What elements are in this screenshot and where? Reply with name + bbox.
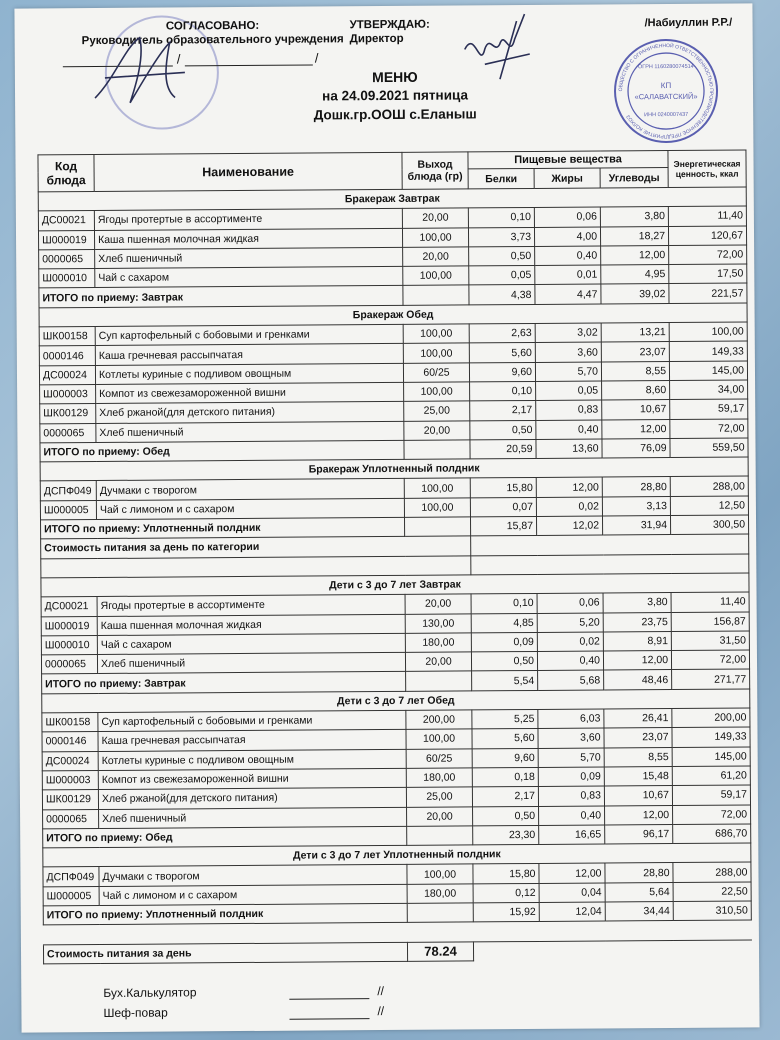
dish-fat: 3,02 — [535, 323, 601, 343]
total-fat: 16,65 — [539, 825, 605, 845]
dish-yield: 180,00 — [405, 633, 471, 653]
dish-carbs: 28,80 — [602, 477, 670, 497]
dish-carbs: 8,55 — [601, 361, 669, 381]
total-label: ИТОГО по приему: Уплотненный полдник — [43, 903, 407, 925]
dish-yield: 100,00 — [404, 478, 470, 498]
organization-stamp-icon — [613, 38, 720, 145]
total-label: ИТОГО по приему: Обед — [40, 440, 404, 462]
dish-name: Каша пшенная молочная жидкая — [94, 228, 402, 249]
dish-yield: 180,00 — [406, 768, 472, 788]
dish-carbs: 8,55 — [604, 747, 672, 767]
dish-name: Каша пшенная молочная жидкая — [97, 614, 405, 635]
total-carbs: 31,94 — [602, 516, 670, 536]
dish-code: 0000065 — [40, 423, 96, 443]
dish-fat: 12,00 — [539, 863, 605, 883]
dish-code: ШК00129 — [40, 404, 96, 424]
stamp-ring-text: ОБЩЕСТВО С ОГРАНИЧЕННОЙ ОТВЕТСТВЕННОСТЬЮ ПРОИЗВОДСТВЕННОЕ ПРЕДПРИЯТИЕ КОЛХОЗ — [617, 43, 715, 140]
dish-yield: 180,00 — [407, 884, 473, 904]
total-carbs: 39,02 — [601, 284, 669, 304]
stamp-name: «САЛАВАТСКИЙ» — [634, 91, 698, 102]
chef-slashes: // — [377, 1004, 385, 1019]
dish-energy: 72,00 — [673, 804, 751, 824]
dish-fat: 4,00 — [534, 227, 600, 247]
dish-carbs: 23,07 — [604, 728, 672, 748]
dish-carbs: 4,95 — [601, 265, 669, 285]
dish-name: Котлеты куриные с подливом овощным — [95, 363, 403, 384]
approved-role: Руководитель образовательного учреждения — [81, 33, 344, 48]
total-carbs: 34,44 — [605, 901, 673, 921]
dish-code: Ш000003 — [40, 385, 96, 405]
dish-energy: 11,40 — [668, 206, 746, 226]
dish-yield: 100,00 — [404, 498, 470, 518]
stamp-kp: КП — [660, 81, 672, 91]
dish-carbs: 3,13 — [602, 496, 670, 516]
dish-fat: 0,83 — [538, 786, 604, 806]
dish-energy: 120,67 — [669, 226, 747, 246]
total-fat: 4,47 — [535, 284, 601, 304]
col-fat: Жиры — [534, 168, 600, 188]
total-fat: 5,68 — [538, 670, 604, 690]
dish-name: Хлеб ржаной(для детского питания) — [98, 788, 406, 809]
approval-signature-icon — [85, 17, 196, 123]
dish-energy: 59,17 — [670, 399, 748, 419]
dish-yield: 60/25 — [403, 363, 469, 383]
total-protein: 5,54 — [472, 671, 538, 691]
menu-table-body — [38, 187, 751, 964]
dish-protein: 15,80 — [470, 478, 536, 498]
dish-fat: 0,40 — [537, 651, 603, 671]
dish-name: Суп картофельный с бобовыми и гренками — [98, 710, 406, 731]
cost-day-empty — [473, 940, 751, 961]
menu-document — [14, 3, 759, 1032]
total-fat: 13,60 — [536, 439, 602, 459]
dish-carbs: 12,00 — [601, 245, 669, 265]
dish-protein: 0,10 — [471, 594, 537, 614]
dish-fat: 5,70 — [535, 362, 601, 382]
dish-energy: 149,33 — [672, 727, 750, 747]
dish-energy: 156,87 — [671, 612, 749, 632]
dish-protein: 3,73 — [468, 227, 534, 247]
total-fat: 12,02 — [536, 516, 602, 536]
dish-yield: 25,00 — [404, 401, 470, 421]
dish-yield: 100,00 — [403, 324, 469, 344]
dish-carbs: 12,00 — [605, 805, 673, 825]
director-name: /Набиуллин Р.Р./ — [644, 16, 733, 30]
dish-yield: 100,00 — [402, 228, 468, 248]
dish-yield: 200,00 — [406, 710, 472, 730]
confirm-title: УТВЕРЖДАЮ: — [349, 18, 430, 32]
dish-energy: 145,00 — [672, 747, 750, 767]
dish-energy: 288,00 — [670, 476, 748, 496]
total-label: ИТОГО по приему: Завтрак — [42, 672, 406, 694]
stamp-ogrn: ОГРН 1160280074514 — [637, 63, 694, 71]
dish-protein: 0,10 — [468, 208, 534, 228]
dish-name: Компот из свежезамороженной вишни — [98, 768, 406, 789]
dish-yield: 100,00 — [403, 343, 469, 363]
dish-yield: 20,00 — [407, 806, 473, 826]
dish-fat: 6,03 — [538, 709, 604, 729]
dish-name: Каша гречневая рассыпчатая — [98, 730, 406, 751]
total-energy: 300,50 — [671, 515, 749, 535]
chef-label: Шеф-повар — [103, 1005, 168, 1020]
cost-day-value: 78.24 — [407, 941, 473, 961]
dish-yield: 100,00 — [404, 382, 470, 402]
dish-code: ДС00024 — [39, 365, 95, 385]
dish-yield: 20,00 — [403, 247, 469, 267]
dish-fat: 0,02 — [537, 632, 603, 652]
dish-carbs: 3,80 — [600, 207, 668, 227]
dish-fat: 0,02 — [536, 497, 602, 517]
dish-code: Ш000010 — [41, 635, 97, 655]
approval-slash: / — [176, 51, 181, 67]
dish-protein: 0,10 — [470, 381, 536, 401]
total-energy: 686,70 — [673, 824, 751, 844]
total-label: ИТОГО по приему: Обед — [43, 826, 407, 848]
dish-name: Каша гречневая рассыпчатая — [95, 344, 403, 365]
total-energy: 310,50 — [673, 901, 751, 921]
dish-code: ДСПФ049 — [43, 867, 99, 887]
dish-name: Хлеб пшеничный — [95, 247, 403, 268]
dish-carbs: 12,00 — [603, 651, 671, 671]
dish-fat: 5,20 — [537, 613, 603, 633]
dish-code: ДС00021 — [41, 597, 97, 617]
dish-fat: 3,60 — [538, 728, 604, 748]
dish-energy: 17,50 — [669, 264, 747, 284]
total-carbs: 76,09 — [602, 438, 670, 458]
total-protein: 23,30 — [473, 825, 539, 845]
cost-category-label: Стоимость питания за день по категории — [41, 536, 471, 558]
total-yield — [404, 517, 470, 537]
dish-carbs: 8,60 — [602, 380, 670, 400]
dish-code: Ш000019 — [41, 616, 97, 636]
dish-fat: 0,04 — [539, 883, 605, 903]
dish-protein: 5,25 — [472, 709, 538, 729]
dish-protein: 2,17 — [470, 401, 536, 421]
dish-protein: 15,80 — [473, 864, 539, 884]
dish-code: ШК00158 — [39, 327, 95, 347]
dish-name: Хлеб пшеничный — [99, 807, 407, 828]
dish-energy: 34,00 — [670, 380, 748, 400]
col-nutrients: Пищевые вещества — [468, 151, 668, 170]
total-protein: 4,38 — [469, 285, 535, 305]
col-energy: Энергетическая ценность, ккал — [668, 150, 746, 188]
dish-name: Хлеб пшеничный — [97, 652, 405, 673]
dish-energy: 200,00 — [672, 708, 750, 728]
section-title: Бракераж Обед — [39, 303, 747, 327]
dish-protein: 0,12 — [473, 883, 539, 903]
dish-protein: 0,07 — [470, 497, 536, 517]
dish-yield: 100,00 — [406, 729, 472, 749]
dish-protein: 0,50 — [469, 246, 535, 266]
dish-name: Хлеб ржаной(для детского питания) — [96, 402, 404, 423]
dish-code: Ш000005 — [40, 500, 96, 520]
cost-day-label: Стоимость питания за день — [43, 942, 407, 964]
chef-signature-line — [289, 1018, 369, 1020]
dish-name: Котлеты куриные с подливом овощным — [98, 749, 406, 770]
dish-code: ДС00024 — [42, 751, 98, 771]
dish-code: 0000146 — [39, 346, 95, 366]
total-carbs: 48,46 — [604, 670, 672, 690]
dish-energy: 72,00 — [669, 245, 747, 265]
cost-day-row — [43, 940, 751, 964]
dish-fat: 0,01 — [535, 265, 601, 285]
dish-name: Дучмаки с творогом — [96, 479, 404, 500]
dish-energy: 12,50 — [670, 496, 748, 516]
dish-energy: 72,00 — [670, 419, 748, 439]
dish-carbs: 23,07 — [601, 342, 669, 362]
total-yield — [403, 285, 469, 305]
col-name: Наименование — [94, 152, 402, 191]
menu-title-block — [215, 67, 575, 126]
total-protein: 15,87 — [470, 517, 536, 537]
dish-name: Компот из свежезамороженной вишни — [96, 382, 404, 403]
dish-code: Ш000010 — [39, 269, 95, 289]
dish-carbs: 28,80 — [605, 863, 673, 883]
dish-protein: 5,60 — [472, 729, 538, 749]
dish-carbs: 26,41 — [604, 709, 672, 729]
total-yield — [404, 440, 470, 460]
total-energy: 559,50 — [670, 438, 748, 458]
dish-fat: 0,40 — [539, 805, 605, 825]
total-fat: 12,04 — [539, 902, 605, 922]
dish-energy: 59,17 — [672, 785, 750, 805]
dish-yield: 25,00 — [406, 787, 472, 807]
dish-fat: 5,70 — [538, 748, 604, 768]
approved-title: СОГЛАСОВАНО: — [165, 19, 260, 33]
approval-name-line — [185, 65, 313, 67]
dish-protein: 0,05 — [469, 266, 535, 286]
dish-code: 0000146 — [42, 732, 98, 752]
dish-yield: 20,00 — [405, 652, 471, 672]
dish-code: 0000065 — [39, 249, 95, 269]
section-title: Бракераж Уплотненный полдник — [40, 457, 748, 481]
dish-code: ШК00158 — [42, 713, 98, 733]
menu-group: Дошк.гр.ООШ с.Еланыш — [313, 106, 477, 123]
dish-fat: 0,06 — [534, 207, 600, 227]
blank-cell — [471, 554, 749, 575]
dish-protein: 0,50 — [471, 652, 537, 672]
dish-protein: 0,50 — [473, 806, 539, 826]
dish-fat: 0,83 — [536, 400, 602, 420]
dish-yield: 100,00 — [407, 864, 473, 884]
dish-name: Дучмаки с творогом — [99, 865, 407, 886]
section-title: Дети с 3 до 7 лет Обед — [42, 689, 750, 713]
dish-yield: 20,00 — [404, 420, 470, 440]
stamp-inn: ИНН 0240007437 — [644, 111, 689, 119]
col-code: Код блюда — [38, 155, 94, 192]
dish-yield: 130,00 — [405, 613, 471, 633]
accountant-label: Бух.Калькулятор — [103, 985, 197, 1000]
dish-carbs: 18,27 — [600, 226, 668, 246]
dish-code: ШК00129 — [42, 790, 98, 810]
approval-slash-end: / — [314, 50, 319, 66]
total-protein: 20,59 — [470, 439, 536, 459]
dish-carbs: 3,80 — [603, 593, 671, 613]
dish-carbs: 5,64 — [605, 882, 673, 902]
col-carbs: Углеводы — [600, 168, 668, 188]
section-title: Дети с 3 до 7 лет Завтрак — [41, 573, 749, 597]
section-title: Бракераж Завтрак — [38, 187, 746, 211]
menu-table — [37, 149, 752, 964]
dish-code: 0000065 — [41, 655, 97, 675]
total-yield — [407, 826, 473, 846]
dish-fat: 3,60 — [535, 342, 601, 362]
total-yield — [406, 671, 472, 691]
dish-carbs: 23,75 — [603, 612, 671, 632]
dish-protein: 2,63 — [469, 324, 535, 344]
dish-name: Чай с сахаром — [97, 633, 405, 654]
dish-yield: 60/25 — [406, 749, 472, 769]
dish-energy: 11,40 — [671, 592, 749, 612]
col-yield: Выход блюда (гр) — [402, 152, 468, 189]
dish-carbs: 15,48 — [604, 766, 672, 786]
menu-date: на 24.09.2021 пятница — [322, 87, 469, 104]
dish-carbs: 10,67 — [604, 786, 672, 806]
dish-fat: 0,05 — [536, 381, 602, 401]
total-label: ИТОГО по приему: Уплотненный полдник — [41, 517, 405, 539]
total-carbs: 96,17 — [605, 824, 673, 844]
dish-energy: 149,33 — [669, 341, 747, 361]
dish-name: Ягоды протертые в ассортименте — [94, 209, 402, 230]
dish-code: ДСПФ049 — [40, 481, 96, 501]
dish-code: Ш000003 — [42, 770, 98, 790]
dish-carbs: 12,00 — [602, 419, 670, 439]
section-title: Дети с 3 до 7 лет Уплотненный полдник — [43, 843, 751, 867]
dish-code: Ш000005 — [43, 886, 99, 906]
dish-energy: 61,20 — [672, 766, 750, 786]
dish-name: Суп картофельный с бобовыми и гренками — [95, 324, 403, 345]
dish-yield: 20,00 — [402, 208, 468, 228]
total-yield — [407, 903, 473, 923]
dish-energy: 288,00 — [673, 862, 751, 882]
dish-name: Ягоды протертые в ассортименте — [97, 595, 405, 616]
dish-energy: 100,00 — [669, 322, 747, 342]
dish-fat: 0,06 — [537, 593, 603, 613]
dish-energy: 145,00 — [669, 361, 747, 381]
dish-fat: 0,40 — [535, 246, 601, 266]
dish-fat: 12,00 — [536, 477, 602, 497]
dish-energy: 22,50 — [673, 882, 751, 902]
dish-carbs: 8,91 — [603, 631, 671, 651]
dish-yield: 20,00 — [405, 594, 471, 614]
svg-text:ОБЩЕСТВО С ОГРАНИЧЕННОЙ ОТВЕТС — [618, 41, 715, 140]
dish-energy: 72,00 — [671, 650, 749, 670]
director-block — [350, 18, 430, 47]
dish-code: ДС00021 — [38, 211, 94, 231]
dish-protein: 0,09 — [471, 632, 537, 652]
dish-energy: 31,50 — [671, 631, 749, 651]
col-protein: Белки — [468, 169, 534, 189]
total-energy: 221,57 — [669, 283, 747, 303]
total-protein: 15,92 — [473, 902, 539, 922]
dish-code: 0000065 — [43, 809, 99, 829]
dish-protein: 9,60 — [472, 748, 538, 768]
cost-category-value — [471, 534, 749, 555]
dish-name: Чай с лимоном и с сахаром — [99, 884, 407, 905]
dish-protein: 2,17 — [472, 787, 538, 807]
dish-protein: 9,60 — [469, 362, 535, 382]
dish-name: Хлеб пшеничный — [96, 421, 404, 442]
accountant-signature-line — [289, 998, 369, 1000]
dish-protein: 0,50 — [470, 420, 536, 440]
dish-name: Чай с лимоном и с сахаром — [96, 498, 404, 519]
dish-yield: 100,00 — [403, 266, 469, 286]
menu-title: МЕНЮ — [372, 68, 418, 86]
dish-carbs: 10,67 — [602, 400, 670, 420]
confirm-role: Директор — [349, 32, 404, 46]
dish-fat: 0,40 — [536, 420, 602, 440]
dish-carbs: 13,21 — [601, 323, 669, 343]
total-label: ИТОГО по приему: Завтрак — [39, 286, 403, 308]
accountant-slashes: // — [377, 984, 385, 999]
total-energy: 271,77 — [672, 669, 750, 689]
dish-fat: 0,09 — [538, 767, 604, 787]
dish-protein: 4,85 — [471, 613, 537, 633]
dish-name: Чай с сахаром — [95, 267, 403, 288]
dish-protein: 0,18 — [472, 767, 538, 787]
dish-protein: 5,60 — [469, 343, 535, 363]
dish-code: Ш000019 — [38, 230, 94, 250]
